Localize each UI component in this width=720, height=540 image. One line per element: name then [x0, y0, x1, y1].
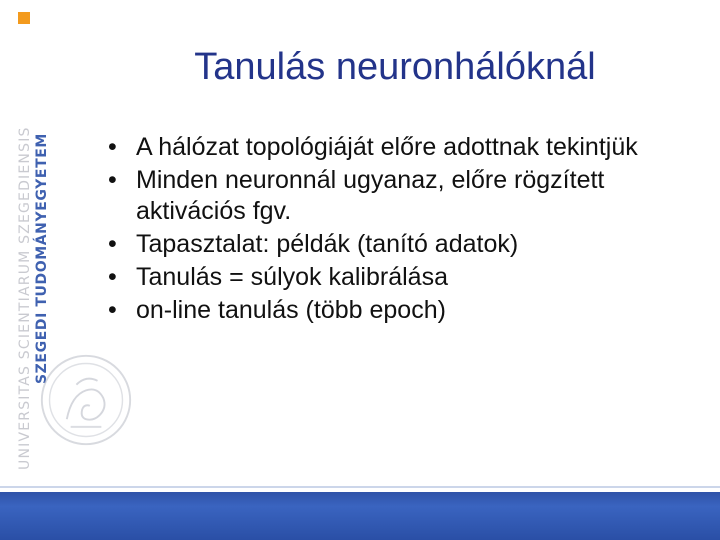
- bullet-icon: •: [108, 230, 117, 258]
- list-item: [108, 295, 698, 326]
- bullet-text: on-line tanulás (több epoch): [136, 296, 446, 324]
- bullet-icon: •: [108, 133, 117, 161]
- footer-divider: [0, 486, 720, 488]
- bullet-icon: •: [108, 263, 117, 291]
- bullet-text: Tapasztalat: példák (tanító adatok): [136, 230, 519, 258]
- bullet-icon: •: [108, 166, 117, 194]
- bullet-icon: •: [108, 296, 117, 324]
- bullet-text: Minden neuronnál ugyanaz, előre rögzített aktivációs fgv.: [136, 166, 605, 225]
- bullet-list: [108, 132, 698, 328]
- list-item: [108, 165, 698, 227]
- university-seal-icon: [38, 352, 134, 448]
- footer-band: [0, 492, 720, 540]
- bullet-text: Tanulás = súlyok kalibrálása: [136, 263, 448, 291]
- bullet-text: A hálózat topológiáját előre adottnak tekintjük: [136, 133, 638, 161]
- list-item: [108, 132, 698, 163]
- list-item: [108, 229, 698, 260]
- university-name: SZEGEDI TUDOMÁNYEGYETEM: [34, 133, 50, 384]
- list-item: [108, 262, 698, 293]
- university-latin-name: UNIVERSITAS SCIENTIARUM SZEGEDIENSIS: [17, 126, 33, 470]
- slide-title: Tanulás neuronhálóknál: [194, 46, 596, 88]
